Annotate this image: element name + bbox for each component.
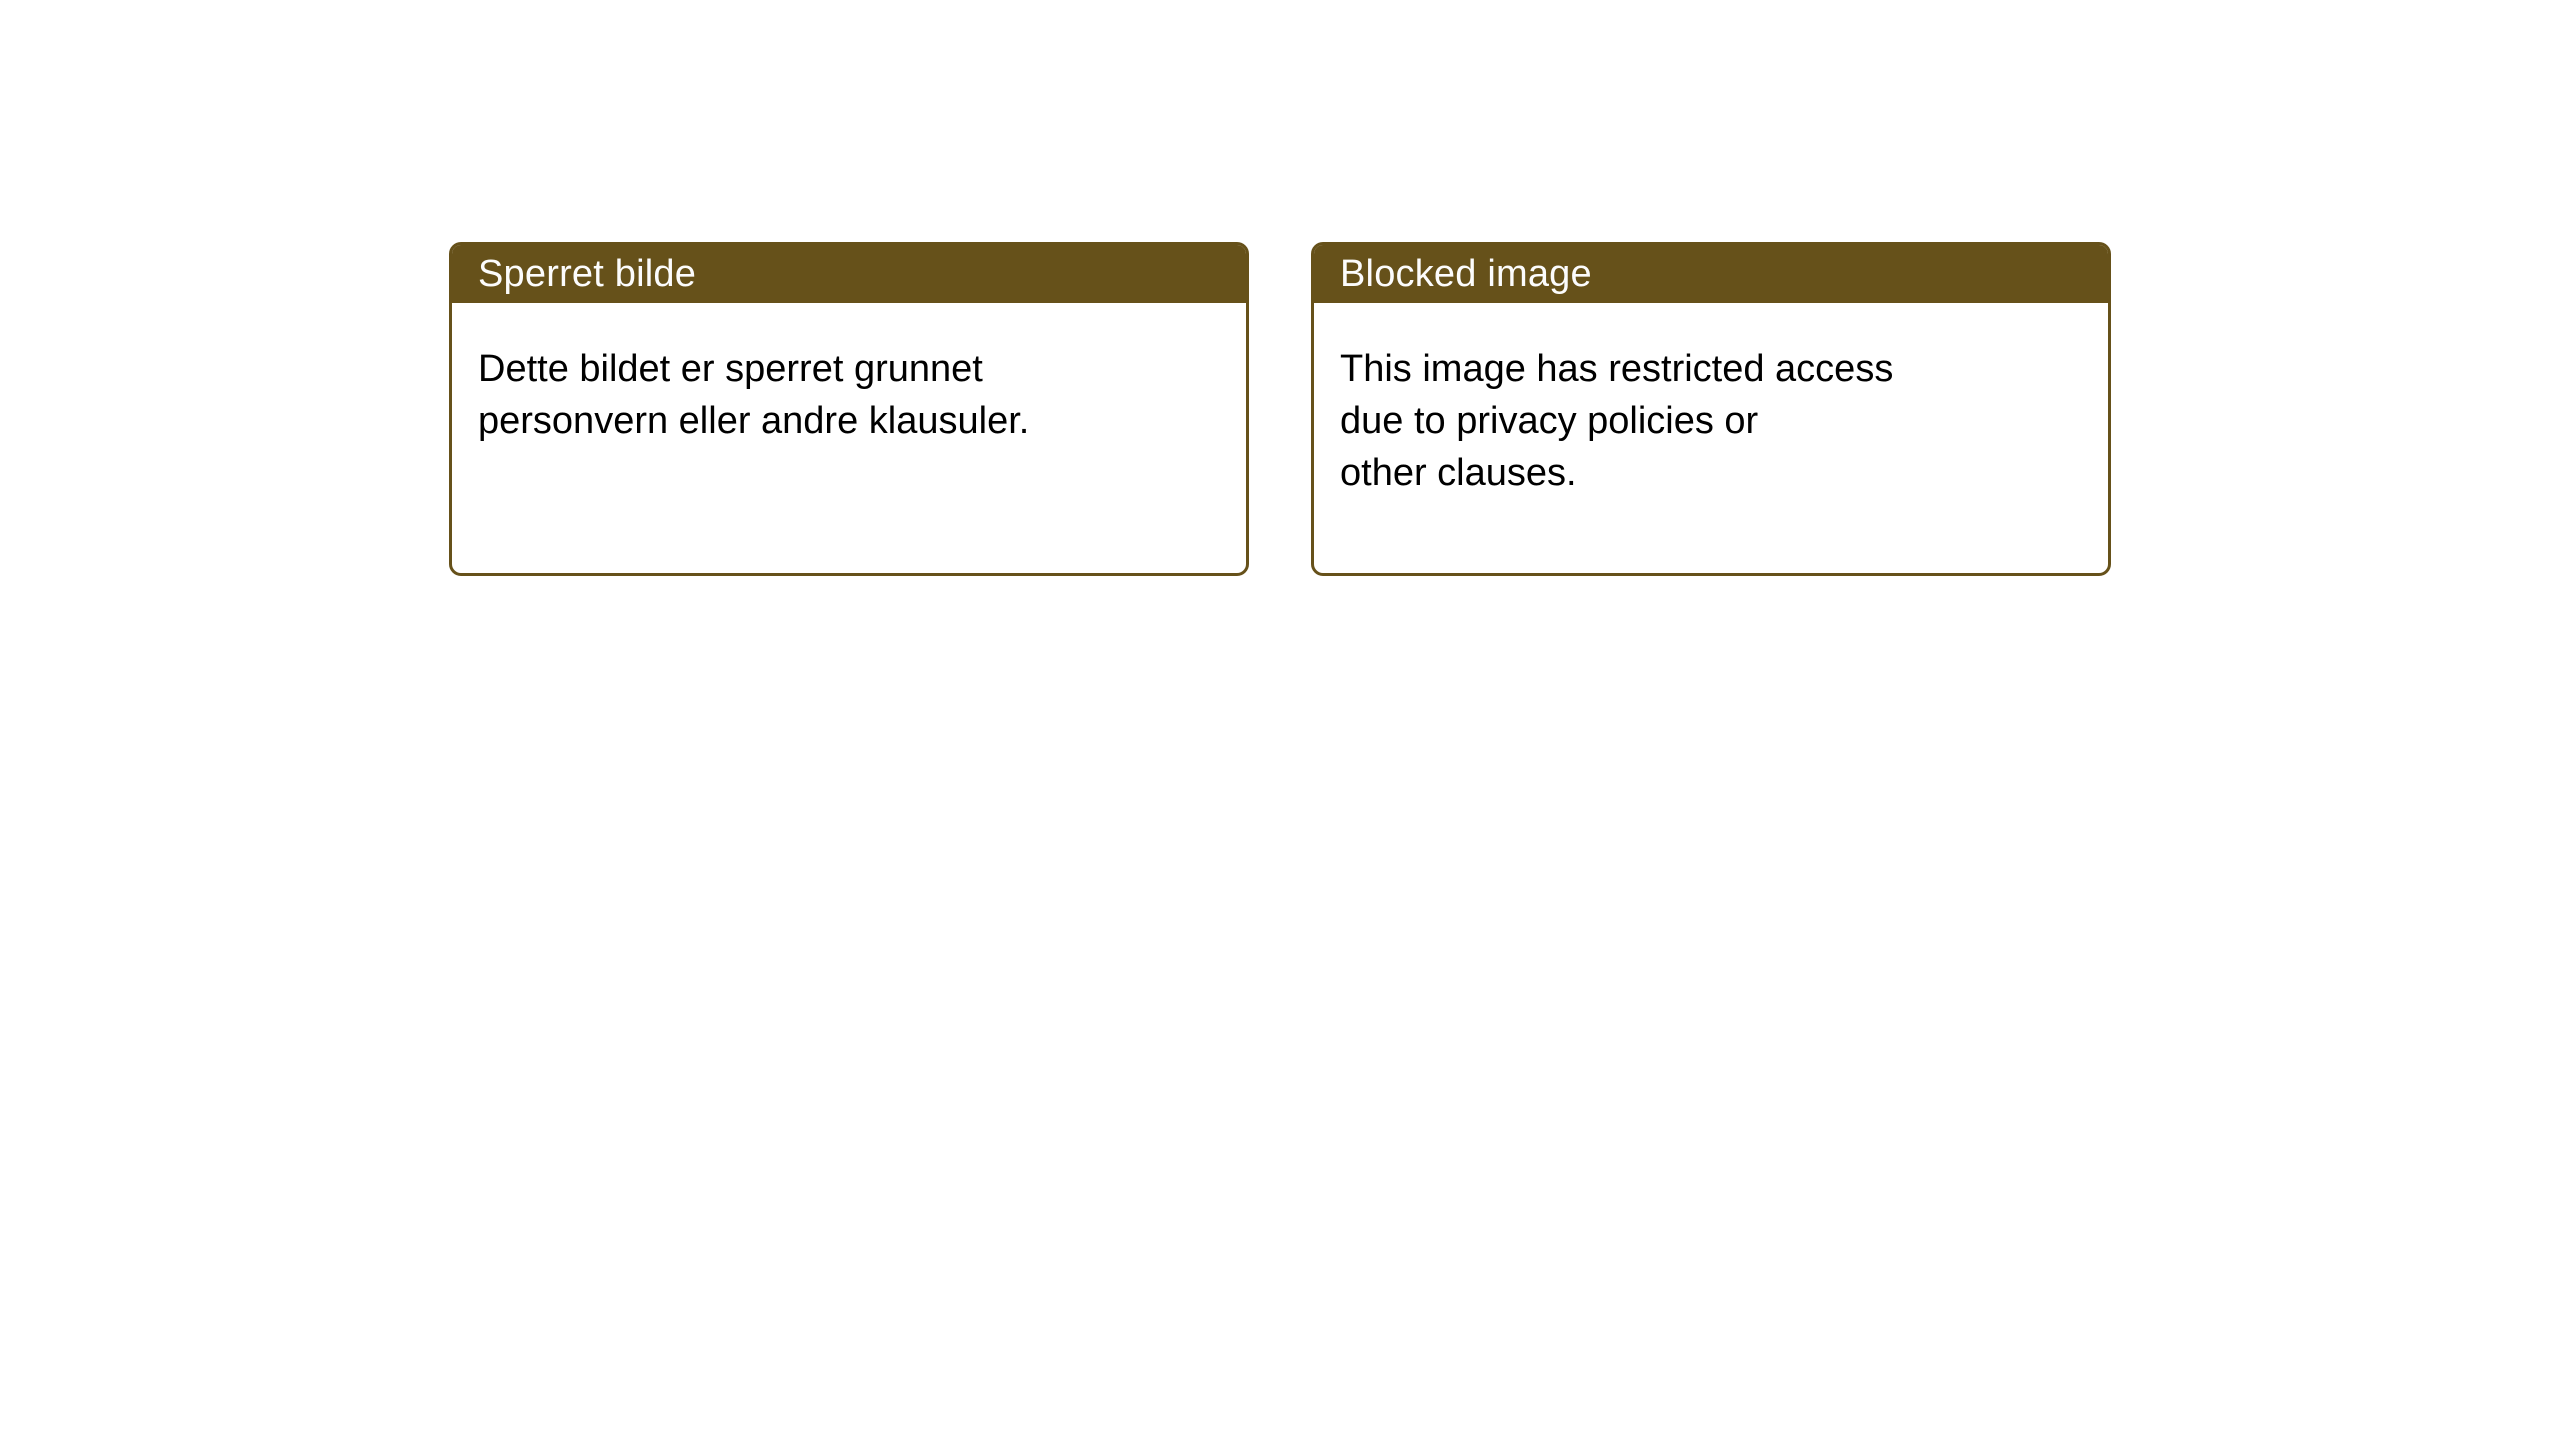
notice-title-bar bbox=[1314, 245, 2108, 303]
notice-message-line: This image has restricted access bbox=[1340, 348, 1894, 390]
notice-title: Blocked image bbox=[1340, 252, 1592, 295]
notice-message bbox=[1314, 303, 2108, 499]
notice-message-line: other clauses. bbox=[1340, 452, 1577, 494]
blocked-image-notice-english bbox=[1311, 242, 2111, 576]
notice-message-line: personvern eller andre klausuler. bbox=[478, 400, 1030, 442]
notice-message-line: Dette bildet er sperret grunnet bbox=[478, 348, 983, 390]
notice-message bbox=[452, 303, 1246, 447]
notice-title: Sperret bilde bbox=[478, 252, 697, 295]
blocked-image-notice-norwegian bbox=[449, 242, 1249, 576]
notice-title-bar bbox=[452, 245, 1246, 303]
notice-message-line: due to privacy policies or bbox=[1340, 400, 1759, 442]
